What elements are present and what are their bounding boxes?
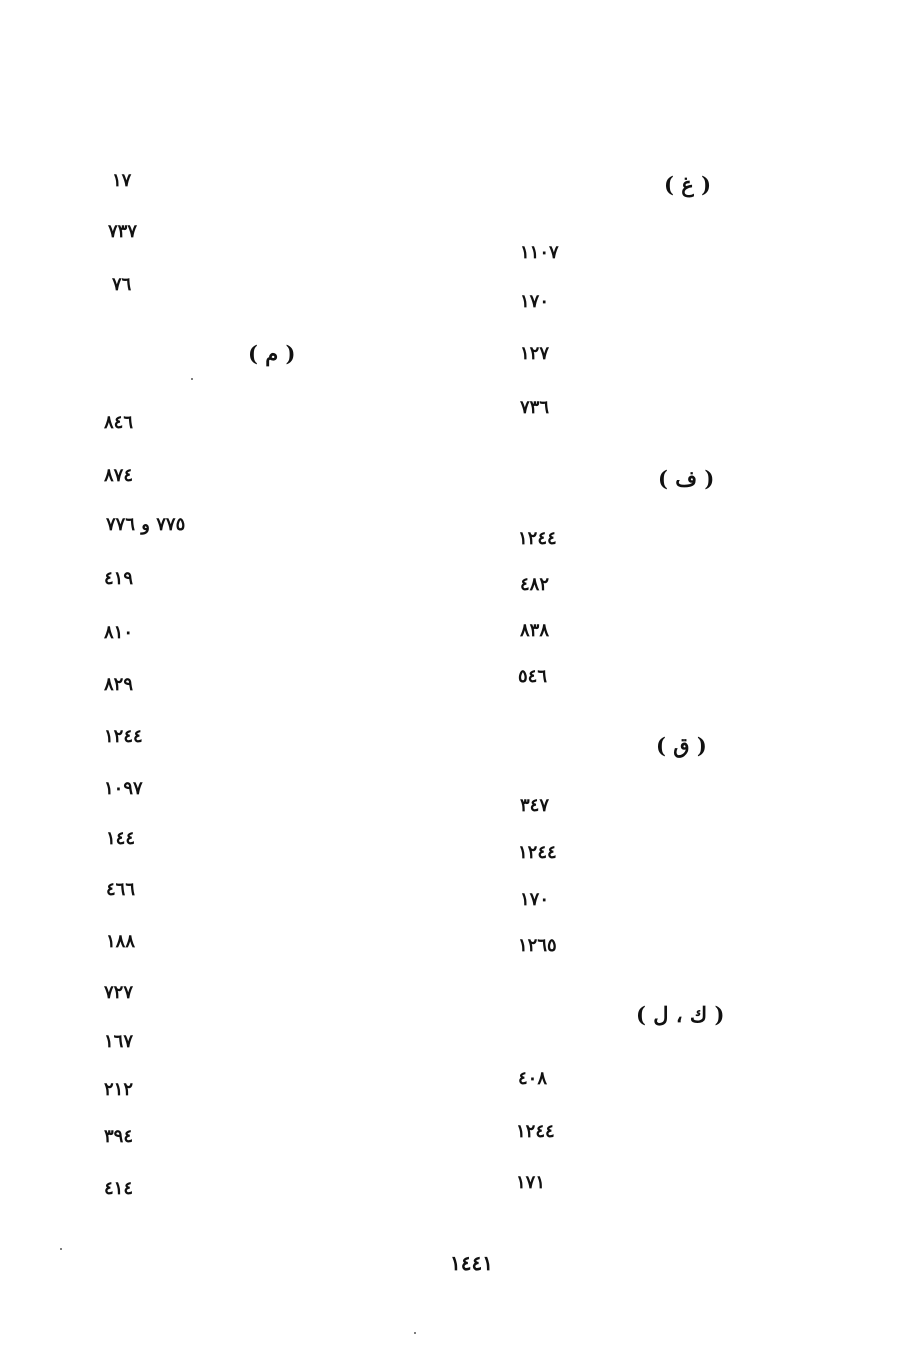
entry-page: ٨٢٩ <box>104 674 134 695</box>
entry-page: ٥٤٦ <box>518 666 548 687</box>
letter-heading-mim: ( م ) <box>248 341 296 366</box>
entry-page: ٧٧٥ و ٧٧٦ <box>106 514 186 535</box>
entry-page: ١٢٤٤ <box>516 1121 555 1142</box>
entry-page: ٤١٩ <box>104 568 134 589</box>
print-speck <box>191 378 193 380</box>
entry-page: ٤٨٢ <box>520 574 550 595</box>
letter-heading-kaf-lam: ( ك ، ل ) <box>636 1002 725 1027</box>
entry-page: ٧٦ <box>112 274 132 295</box>
entry-page: ١٢٤٤ <box>518 528 557 549</box>
entry-page: ١٢٧ <box>520 343 550 364</box>
entry-page: ٨٤٦ <box>104 412 134 433</box>
entry-page: ١٤٤ <box>106 828 136 849</box>
entry-page: ٨٧٤ <box>104 465 134 486</box>
entry-page: ٣٤٧ <box>520 795 550 816</box>
entry-page: ٤١٤ <box>104 1178 134 1199</box>
entry-page: ٣٩٤ <box>104 1126 134 1147</box>
entry-page: ٧٣٧ <box>108 221 138 242</box>
entry-page: ١٧ <box>112 170 132 191</box>
entry-page: ١٢٦٥ <box>518 935 557 956</box>
entry-page: ٧٣٦ <box>520 397 550 418</box>
entry-page: ٧٢٧ <box>104 982 134 1003</box>
letter-heading-fa: ( ف ) <box>658 466 715 491</box>
entry-page: ١٢٤٤ <box>518 842 557 863</box>
letter-heading-qaf: ( ق ) <box>656 733 707 758</box>
entry-page: ١٦٧ <box>104 1031 134 1052</box>
entry-page: ١٨٨ <box>106 931 136 952</box>
entry-page: ١٧٠ <box>520 889 550 910</box>
print-speck <box>414 1332 416 1334</box>
page-number: ١٤٤١ <box>450 1251 493 1275</box>
entry-page: ٨٣٨ <box>520 620 550 641</box>
entry-page: ١٢٤٤ <box>104 726 143 747</box>
entry-page: ١٠٩٧ <box>104 778 143 799</box>
entry-page: ١٧٠ <box>520 291 550 312</box>
entry-page: ٤٦٦ <box>106 879 136 900</box>
entry-page: ١٧١ <box>516 1172 546 1193</box>
entry-page: ١١٠٧ <box>520 242 559 263</box>
entry-page: ٢١٢ <box>104 1079 134 1100</box>
entry-page: ٨١٠ <box>104 622 134 643</box>
letter-heading-ghain: ( غ ) <box>664 172 712 197</box>
print-speck <box>60 1248 62 1250</box>
entry-page: ٤٠٨ <box>518 1068 548 1089</box>
